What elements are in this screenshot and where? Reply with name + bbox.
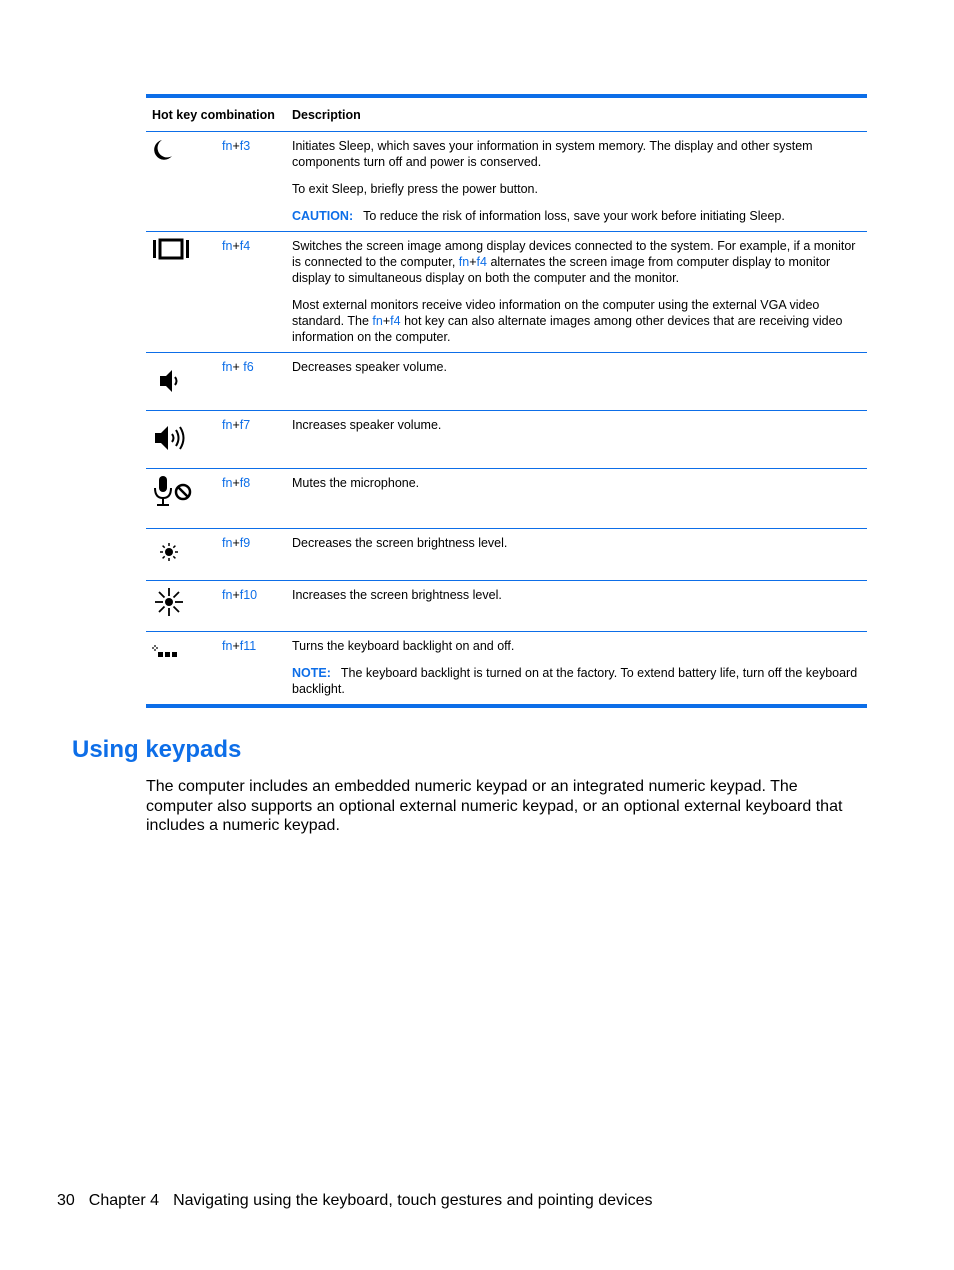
table-row xyxy=(146,232,867,353)
page-footer xyxy=(57,1192,666,1210)
table-row xyxy=(146,411,867,469)
chapter-title: Navigating using the keyboard, touch gestures and pointing devices xyxy=(173,1192,653,1209)
hotkey-fn-f10: fn+f10 xyxy=(222,588,258,602)
table-row xyxy=(146,529,867,581)
hotkey-fn-f4: fn+f4 xyxy=(222,239,251,253)
description-text: Switches the screen image among display devices connected to the system. For example, if a monitor is connected to the computer, fn+f4 alternates the screen image from computer display to monitor display to simultaneous display on both the computer and the monitor. xyxy=(292,239,856,285)
caution-label: CAUTION: xyxy=(292,209,354,223)
volume-down-icon xyxy=(152,367,182,399)
description-text: Increases speaker volume. xyxy=(292,418,442,432)
table-row xyxy=(146,469,867,529)
description-text: Decreases speaker volume. xyxy=(292,360,447,374)
hotkey-fn-f8: fn+f8 xyxy=(222,476,251,490)
display-switch-icon xyxy=(152,238,190,264)
volume-up-icon xyxy=(152,423,188,457)
table-row xyxy=(146,632,867,706)
hotkey-fn-f3: fn+f3 xyxy=(222,139,251,153)
table-row xyxy=(146,132,867,232)
description-text: Initiates Sleep, which saves your information in system memory. The display and other system components turn off and power is conserved. xyxy=(292,139,813,169)
description-text: To exit Sleep, briefly press the power button. xyxy=(292,182,538,196)
description-text: Turns the keyboard backlight on and off. xyxy=(292,639,515,653)
caution-note xyxy=(292,208,859,224)
description-text: Decreases the screen brightness level. xyxy=(292,536,508,550)
note-label: NOTE: xyxy=(292,666,331,680)
hotkey-table xyxy=(146,94,867,708)
note xyxy=(292,665,859,697)
header-description: Description xyxy=(292,108,361,122)
microphone-mute-icon xyxy=(152,475,194,513)
section-body: The computer includes an embedded numeric keypad or an integrated numeric keypad. The computer also supports an optional external numeric keypad, or an optional external keyboard that includes a numeric keypad. xyxy=(146,778,843,834)
header-hotkey-combination: Hot key combination xyxy=(152,108,275,122)
caution-text: To reduce the risk of information loss, save your work before initiating Sleep. xyxy=(363,209,785,223)
page-number: 30 xyxy=(57,1192,75,1209)
table-row xyxy=(146,581,867,632)
description-text: Increases the screen brightness level. xyxy=(292,588,502,602)
hotkey-fn-f11: fn+f11 xyxy=(222,639,257,653)
description-text: Mutes the microphone. xyxy=(292,476,420,490)
description-text: Most external monitors receive video information on the computer using the external VGA video standard. The fn+f4 hot key can also alternate images among other devices that are receiving video information on the computer. xyxy=(292,298,843,344)
note-text: The keyboard backlight is turned on at the factory. To extend battery life, turn off the keyboard backlight. xyxy=(292,666,858,696)
keyboard-backlight-icon xyxy=(152,644,180,662)
hotkey-fn-f6: fn+ f6 xyxy=(222,360,254,374)
table-header-row xyxy=(146,96,867,132)
table-row xyxy=(146,353,867,411)
hotkey-fn-f7: fn+f7 xyxy=(222,418,251,432)
brightness-down-icon xyxy=(158,541,180,567)
hotkey-fn-f9: fn+f9 xyxy=(222,536,251,550)
section-title: Using keypads xyxy=(72,736,242,763)
brightness-up-icon xyxy=(154,587,184,621)
chapter-label: Chapter 4 xyxy=(88,1192,160,1209)
moon-icon xyxy=(152,138,174,166)
